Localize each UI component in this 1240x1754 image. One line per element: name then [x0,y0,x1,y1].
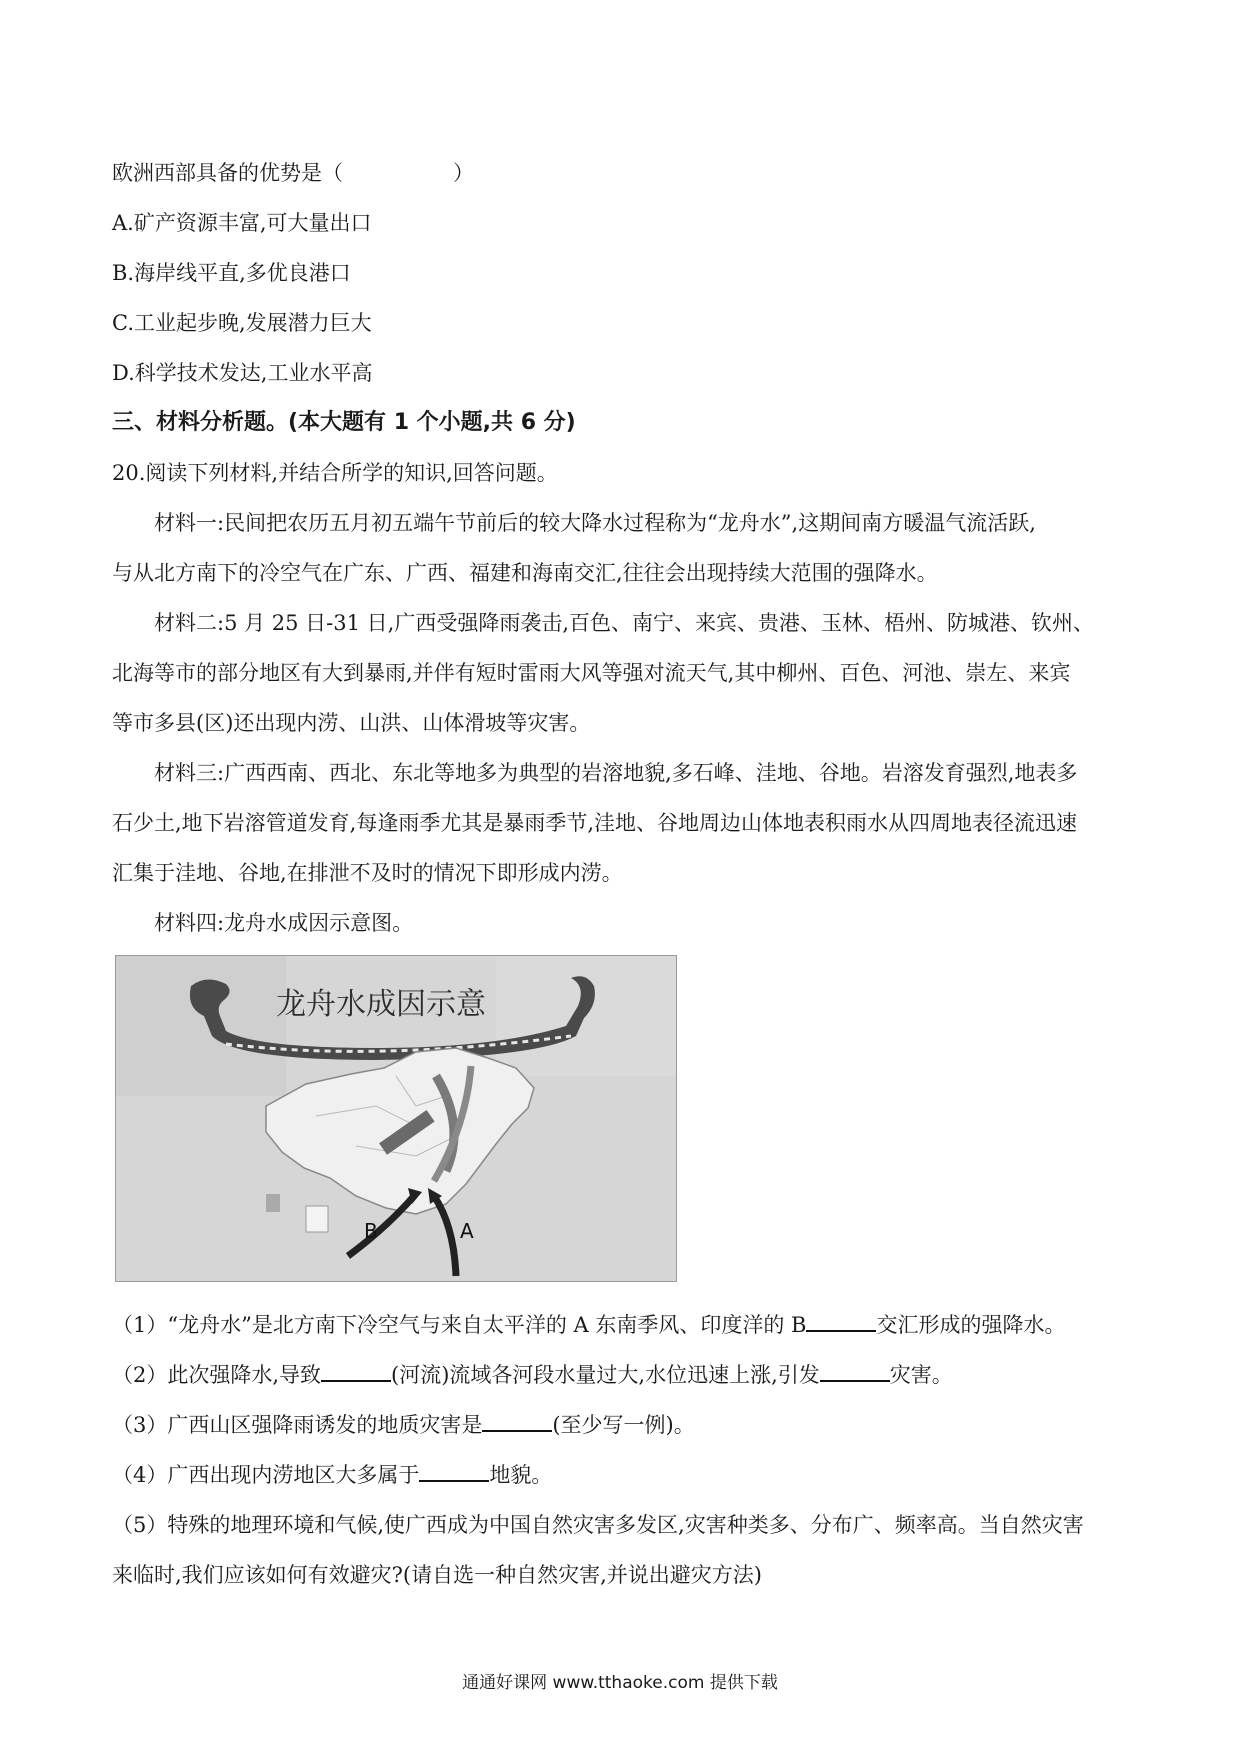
material-one-line: 材料一:民间把农历五月初五端午节前后的较大降水过程称为“龙舟水”,这期间南方暖温气流活跃, [154,511,1036,535]
material-one-line: 与从北方南下的冷空气在广东、广西、福建和海南交汇,往往会出现持续大范围的强降水。 [112,561,938,585]
sub-question-4: （4）广西出现内涝地区大多属于 地貌。 [112,1460,552,1490]
sub-question-1: （1）“龙舟水”是北方南下冷空气与来自太平洋的 A 东南季风、印度洋的 B 交汇形成的强降水。 [112,1310,1065,1340]
material-two-line: 北海等市的部分地区有大到暴雨,并伴有短时雷雨大风等强对流天气,其中柳州、百色、河池、崇左、来宾 [112,661,1071,685]
option-c[interactable]: C.工业起步晚,发展潜力巨大 [112,311,372,335]
material-two-line: 等市多县(区)还出现内涝、山洪、山体滑坡等灾害。 [112,711,591,735]
option-d[interactable]: D.科学技术发达,工业水平高 [112,361,373,385]
answer-blank[interactable] [482,1410,552,1432]
option-a[interactable]: A.矿产资源丰富,可大量出口 [112,211,372,235]
material-three-line: 材料三:广西西南、西北、东北等地多为典型的岩溶地貌,多石峰、洼地、谷地。岩溶发育强烈,地表多 [154,761,1078,785]
figure-title: 龙舟水成因示意 [276,987,486,1022]
answer-blank[interactable] [419,1460,489,1482]
section-heading: 三、材料分析题。(本大题有 1 个小题,共 6 分) [112,410,576,435]
sub-question-3: （3）广西山区强降雨诱发的地质灾害是 (至少写一例)。 [112,1410,695,1440]
material-four-line: 材料四:龙舟水成因示意图。 [154,911,414,935]
answer-blank[interactable] [820,1360,890,1382]
option-b[interactable]: B.海岸线平直,多优良港口 [112,261,351,285]
answer-blank[interactable] [806,1310,876,1332]
page-footer: 通通好课网 www.tthaoke.com 提供下载 [462,1673,778,1693]
sub-question-5-line: （5）特殊的地理环境和气候,使广西成为中国自然灾害多发区,灾害种类多、分布广、频率高。当自然灾害 [112,1513,1084,1537]
material-three-line: 汇集于洼地、谷地,在排泄不及时的情况下即形成内涝。 [112,861,623,885]
material-three-line: 石少土,地下岩溶管道发育,每逢雨季尤其是暴雨季节,洼地、谷地周边山体地表积雨水从四周地表径流迅速 [112,811,1078,835]
label-b: B [364,1219,378,1243]
dragon-boat-water-figure [115,955,677,1282]
sub-question-5-line: 来临时,我们应该如何有效避灾?(请自选一种自然灾害,并说出避灾方法) [112,1563,762,1587]
answer-blank[interactable] [321,1360,391,1382]
question-intro: 20.阅读下列材料,并结合所学的知识,回答问题。 [112,461,558,485]
sub-question-2: （2）此次强降水,导致 (河流)流域各河段水量过大,水位迅速上涨,引发 灾害。 [112,1360,953,1390]
label-a: A [460,1219,474,1243]
material-two-line: 材料二:5 月 25 日-31 日,广西受强降雨袭击,百色、南宁、来宾、贵港、玉林、梧州、防城港、钦州、 [154,611,1095,635]
question-stem: 欧洲西部具备的优势是（ ） [112,161,474,185]
